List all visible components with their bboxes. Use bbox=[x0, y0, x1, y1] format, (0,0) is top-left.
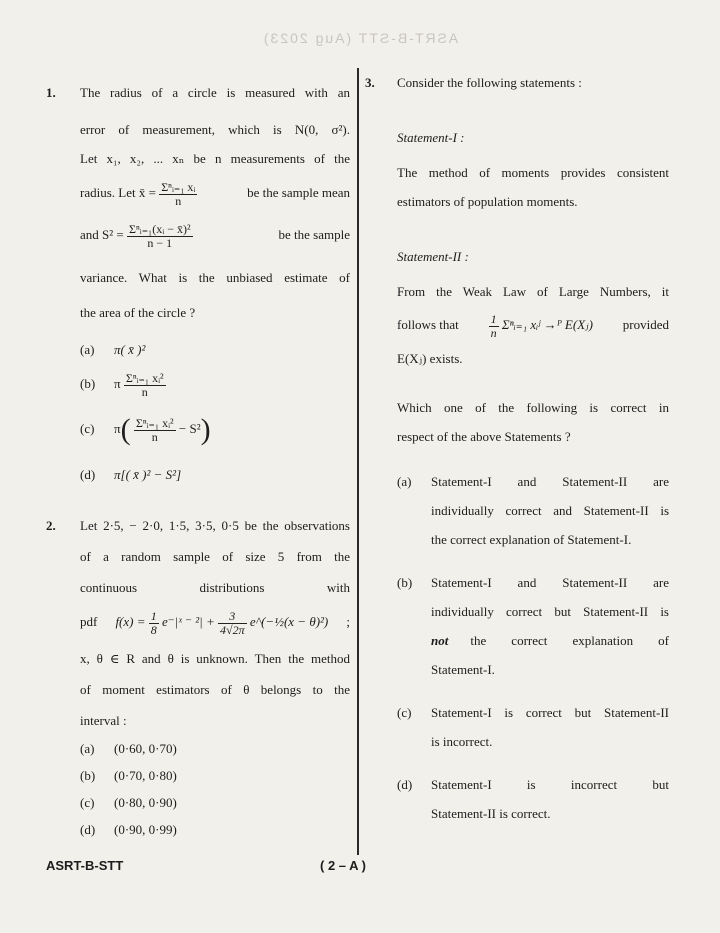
question-intro: Consider the following statements : bbox=[397, 75, 582, 90]
option-label: (c) bbox=[80, 421, 95, 436]
question-text: of moment estimators of θ belongs to the bbox=[80, 682, 350, 697]
option-text: Statement-I and Statement-II are bbox=[431, 575, 669, 590]
question-number: 3. bbox=[365, 75, 375, 90]
pdf-line bbox=[80, 602, 350, 642]
question-text: x, θ ∈ R and θ is unknown. Then the method bbox=[80, 651, 350, 666]
pdf-end: ; bbox=[346, 614, 350, 629]
option-text: Statement-II is correct. bbox=[431, 806, 551, 821]
question-text: Let x₁, x₂, ... xₙ be n measurements of the bbox=[80, 151, 350, 166]
statement-1-text: The method of moments provides consistent bbox=[397, 165, 669, 180]
option-label: (d) bbox=[397, 777, 413, 792]
mean-suffix: be the sample mean bbox=[247, 185, 350, 200]
option-fraction: $\frac{\text{Σⁿᵢ₌₁ xᵢ²}}{n}$ bbox=[125, 370, 164, 399]
option-b[interactable] bbox=[80, 762, 350, 789]
option-prefix: π bbox=[114, 376, 121, 391]
option-suffix: − S² bbox=[178, 421, 201, 436]
provided-text: provided bbox=[622, 317, 669, 332]
mean-prefix: radius. Let x̄ = bbox=[80, 185, 156, 200]
option-fraction: $\frac{\text{Σⁿᵢ₌₁ xᵢ²}}{n}$ bbox=[135, 415, 174, 444]
question-1 bbox=[46, 78, 350, 489]
option-a[interactable] bbox=[397, 467, 669, 554]
question-text bbox=[80, 573, 350, 602]
mean-fraction: $\frac{\text{Σⁿᵢ₌₁ xᵢ}}{n}$ bbox=[161, 179, 196, 208]
question-text: of a random sample of size 5 from the bbox=[80, 549, 350, 564]
option-text: (0·60, 0·70) bbox=[114, 741, 177, 756]
question-text: interval : bbox=[80, 713, 127, 728]
pdf-label: pdf bbox=[80, 614, 98, 629]
option-label: (d) bbox=[80, 467, 96, 482]
option-label: (c) bbox=[80, 795, 95, 810]
booklet-code: ASRT-B-STT bbox=[46, 858, 124, 873]
question-number: 2. bbox=[46, 518, 56, 533]
bleed-through-header: ASRT-B-STT (Aug 2023) bbox=[261, 30, 459, 46]
pdf-formula: f(x) = $\frac{1}{8}$ e⁻|ˣ ⁻ ²| + $\frac{3}{4√2\pi}$ e^(−½(x − θ)²) bbox=[115, 608, 329, 637]
question-text: Let 2·5, − 2·0, 1·5, 3·5, 0·5 be the observations bbox=[80, 518, 350, 533]
word: continuous bbox=[80, 580, 138, 595]
word: with bbox=[326, 580, 350, 595]
statement-2-text: From the Weak Law of Large Numbers, it bbox=[397, 284, 669, 299]
question-ask: Which one of the following is correct in bbox=[397, 400, 669, 415]
option-text: π[( x̄ )² − S²] bbox=[114, 467, 182, 482]
option-label: (b) bbox=[80, 376, 96, 391]
weak-law-formula: $\frac{1}{n}$ Σⁿᵢ₌₁ xᵢʲ →ᴾ E(Xⱼ) bbox=[490, 311, 593, 340]
option-a[interactable] bbox=[80, 735, 350, 762]
option-text: Statement-I is correct but Statement-II bbox=[431, 705, 669, 720]
option-d[interactable] bbox=[397, 770, 669, 828]
page-number: ( 2 – A ) bbox=[320, 858, 366, 873]
var-suffix: be the sample bbox=[278, 227, 350, 242]
option-prefix: π bbox=[114, 421, 121, 436]
question-3 bbox=[365, 68, 669, 828]
statement-2-formula-line bbox=[397, 306, 669, 344]
option-label: (c) bbox=[397, 705, 412, 720]
option-text bbox=[431, 626, 669, 655]
column-divider bbox=[357, 68, 359, 855]
right-column bbox=[365, 68, 669, 828]
statement-1-text: estimators of population moments. bbox=[397, 194, 578, 209]
option-text: Statement-I. bbox=[431, 662, 495, 677]
sample-mean-line bbox=[80, 173, 350, 213]
option-text: π( x̄ )² bbox=[114, 342, 146, 357]
left-column bbox=[46, 68, 350, 843]
option-text: individually correct and Statement-II is bbox=[431, 503, 669, 518]
option-label: (b) bbox=[397, 575, 413, 590]
question-text: The radius of a circle is measured with an bbox=[80, 85, 350, 100]
option-label: (a) bbox=[80, 741, 95, 756]
option-text: (0·90, 0·99) bbox=[114, 822, 177, 837]
option-label: (d) bbox=[80, 822, 96, 837]
option-c[interactable]: (c) π( $\frac{\text{Σⁿᵢ₌₁ xᵢ²}}{n}$ − S²) bbox=[80, 404, 350, 454]
question-2 bbox=[46, 511, 350, 843]
option-text: (0·70, 0·80) bbox=[114, 768, 177, 783]
question-ask: respect of the above Statements ? bbox=[397, 429, 571, 444]
option-label: (b) bbox=[80, 768, 96, 783]
option-label: (a) bbox=[397, 474, 412, 489]
word: distributions bbox=[199, 580, 265, 595]
statement-1-title: Statement-I : bbox=[397, 130, 465, 145]
statement-2-title: Statement-II : bbox=[397, 249, 469, 264]
option-c[interactable] bbox=[397, 698, 669, 756]
var-prefix: and S² = bbox=[80, 227, 124, 242]
option-text: (0·80, 0·90) bbox=[114, 795, 177, 810]
question-text: error of measurement, which is N(0, σ²). bbox=[80, 122, 350, 137]
option-b[interactable] bbox=[80, 364, 350, 404]
option-d[interactable] bbox=[80, 816, 350, 843]
option-text: Statement-I and Statement-II are bbox=[431, 474, 669, 489]
option-text: is incorrect. bbox=[431, 734, 493, 749]
option-d[interactable] bbox=[80, 460, 350, 489]
option-text: the correct explanation of Statement-I. bbox=[431, 532, 632, 547]
option-text: individually correct but Statement-II is bbox=[431, 604, 669, 619]
statement-2-text: E(Xⱼ) exists. bbox=[397, 351, 463, 366]
option-c[interactable] bbox=[80, 789, 350, 816]
option-a[interactable] bbox=[80, 335, 350, 364]
option-b[interactable] bbox=[397, 568, 669, 684]
option-text: Statement-I is incorrect but bbox=[431, 777, 669, 792]
emphasis-not: not bbox=[431, 633, 449, 648]
question-text: the area of the circle ? bbox=[80, 305, 196, 320]
option-label: (a) bbox=[80, 342, 95, 357]
question-text: variance. What is the unbiased estimate of bbox=[80, 270, 350, 285]
option-text-rest: the correct explanation of bbox=[470, 633, 669, 648]
question-number: 1. bbox=[46, 85, 56, 100]
follows-text: follows that bbox=[397, 317, 459, 332]
sample-variance-line bbox=[80, 213, 350, 257]
variance-fraction: $\frac{\text{Σⁿᵢ₌₁(xᵢ − x̄)²}}{n - 1}$ bbox=[128, 221, 191, 250]
